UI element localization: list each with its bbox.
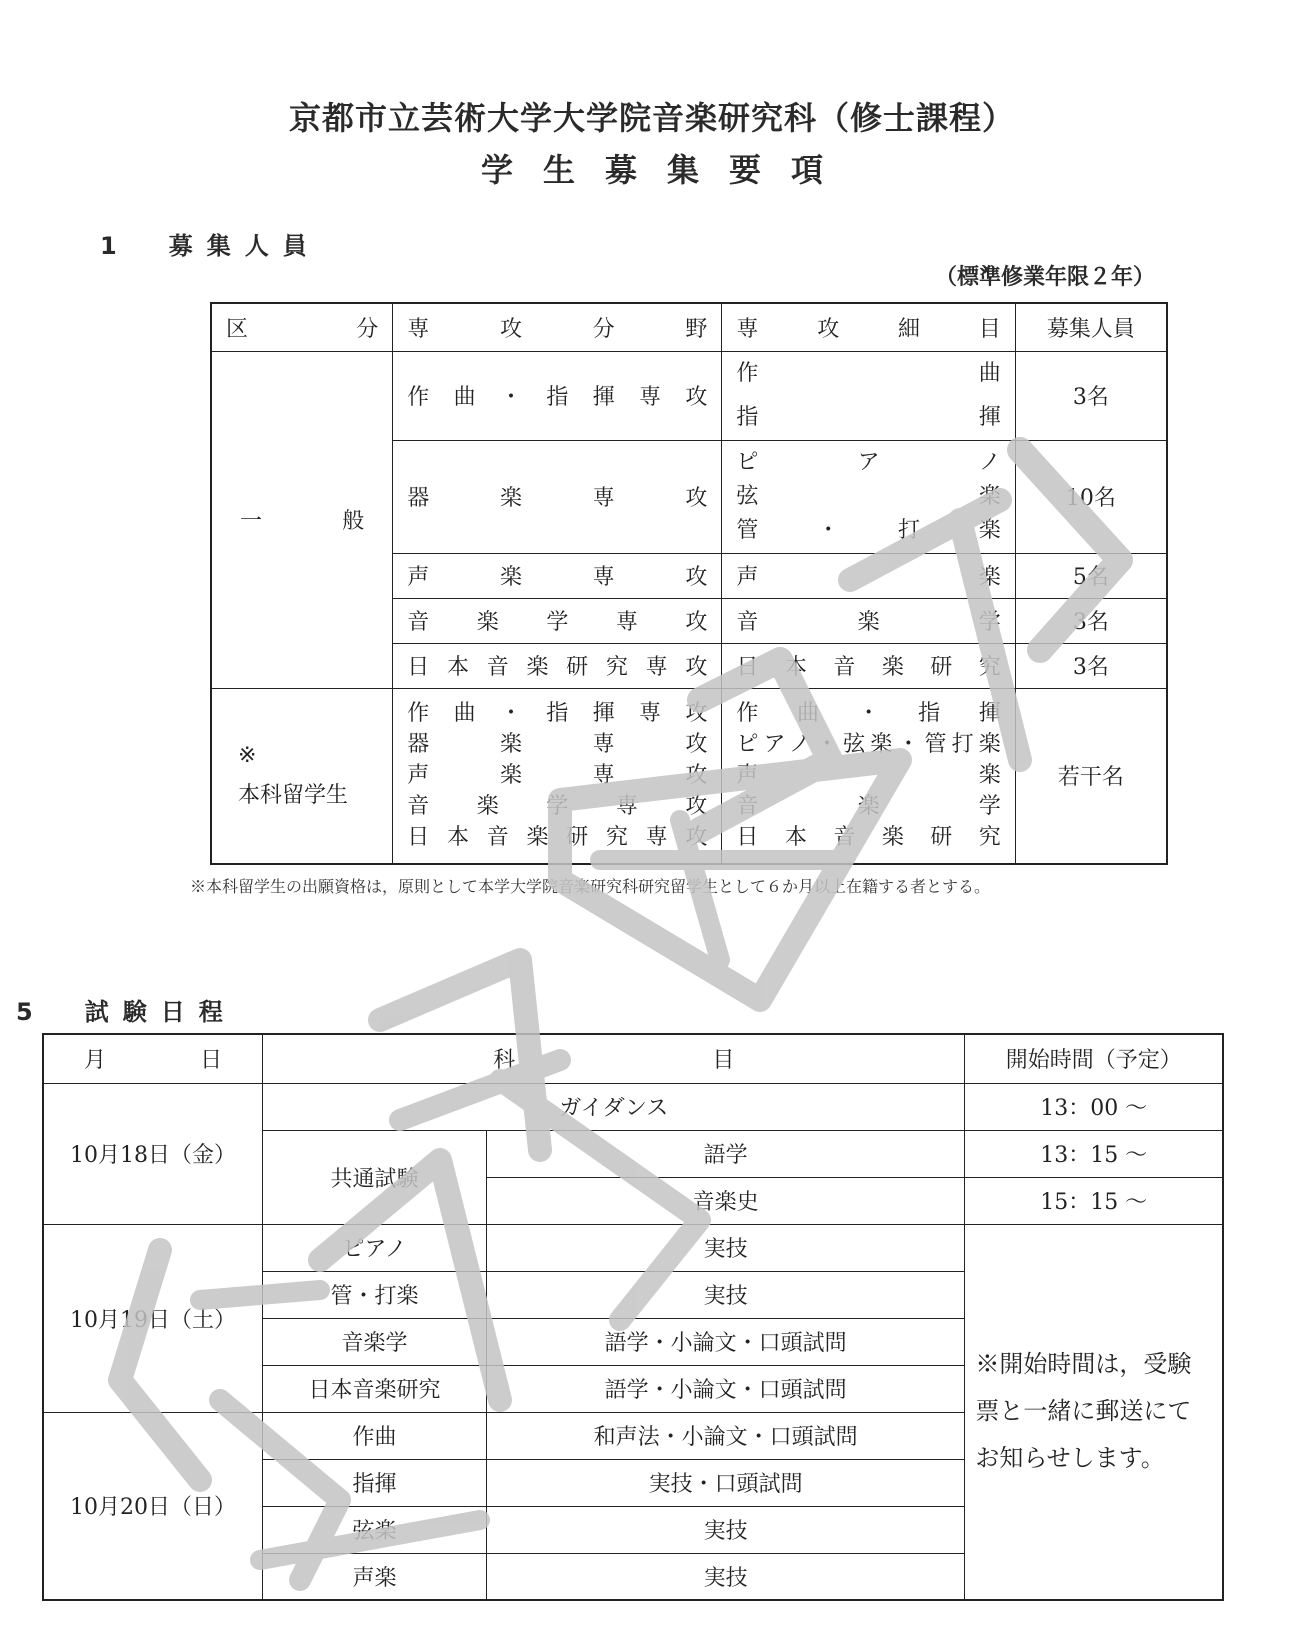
exam-schedule-table — [42, 1033, 1224, 1601]
page-subtitle: 学生募集要項 — [480, 151, 853, 189]
section-heading-schedule: 5 試験日程 — [16, 998, 237, 1026]
major-field: 日本音楽研究専攻 — [393, 643, 722, 688]
major-details: 作 曲 指 揮 — [722, 351, 1015, 440]
column-header: 月 日 — [43, 1034, 263, 1083]
standard-duration: （標準修業年限２年） — [935, 265, 1156, 290]
column-header: 専 攻 細 目 — [722, 303, 1015, 351]
start-time: 13：00 ～ — [965, 1083, 1223, 1130]
exam-subject: 語学・小論文・口頭試問 — [486, 1365, 964, 1412]
major-details: 音 楽 学 — [722, 598, 1015, 643]
exam-subject: ガイダンス — [263, 1083, 965, 1130]
column-header: 専 攻 分 野 — [393, 303, 722, 351]
major-field: 音楽学専攻 — [393, 598, 722, 643]
category-international — [211, 688, 393, 864]
intl-fields: 作曲・指揮専攻 器楽専攻 声楽専攻 音楽学専攻 日本音楽研究専攻 — [393, 688, 722, 864]
note-mark: ※ — [238, 742, 257, 768]
exam-category: 音楽学 — [263, 1318, 487, 1365]
section-heading-recruitment: 1 募集人員 — [100, 232, 321, 260]
exam-subject: 実技・口頭試問 — [486, 1459, 964, 1506]
exam-subject: 実技 — [486, 1506, 964, 1553]
category-general: 一 般 — [211, 351, 393, 688]
recruit-count: 3名 — [1015, 598, 1167, 643]
exam-subject: 実技 — [486, 1553, 964, 1600]
major-details: ピ ア ノ 弦 楽 管・打楽 — [722, 440, 1015, 553]
exam-category: 指揮 — [263, 1459, 487, 1506]
major-field: 作曲・指揮専攻 — [393, 351, 722, 440]
exam-subject: 語学 — [486, 1130, 964, 1177]
recruit-count: 若干名 — [1015, 688, 1167, 864]
start-time-note: ※開始時間は，受験票と一緒に郵送にてお知らせします。 — [965, 1224, 1223, 1600]
start-time: 15：15 ～ — [965, 1177, 1223, 1224]
major-field: 声 楽 専 攻 — [393, 553, 722, 598]
column-header: 開始時間（予定） — [965, 1034, 1223, 1083]
exam-category: 管・打楽 — [263, 1271, 487, 1318]
exam-date: 10月19日（土） — [43, 1224, 263, 1412]
exam-category: 作曲 — [263, 1412, 487, 1459]
column-header: 募集人員 — [1015, 303, 1167, 351]
exam-category: ピアノ — [263, 1224, 487, 1271]
recruit-count: 10名 — [1015, 440, 1167, 553]
exam-subject: 実技 — [486, 1224, 964, 1271]
exam-date: 10月20日（日） — [43, 1412, 263, 1600]
exam-category: 共通試験 — [263, 1130, 487, 1224]
column-header: 区 分 — [211, 303, 393, 351]
major-details: 日本音楽研究 — [722, 643, 1015, 688]
start-time: 13：15 ～ — [965, 1130, 1223, 1177]
column-header: 科 目 — [263, 1034, 965, 1083]
eligibility-note: ※本科留学生の出願資格は，原則として本学大学院音楽研究科研究留学生として６か月以上在籍する者とする。 — [190, 877, 991, 896]
recruitment-table — [210, 302, 1168, 865]
major-field: 器 楽 専 攻 — [393, 440, 722, 553]
major-details: 声 楽 — [722, 553, 1015, 598]
recruit-count: 3名 — [1015, 643, 1167, 688]
exam-category: 声楽 — [263, 1553, 487, 1600]
exam-subject: 語学・小論文・口頭試問 — [486, 1318, 964, 1365]
intl-details: 作曲・指揮 ピアノ・弦楽・管打楽 声 楽 音楽学 日本音楽研究 — [722, 688, 1015, 864]
exam-subject: 和声法・小論文・口頭試問 — [486, 1412, 964, 1459]
exam-subject: 音楽史 — [486, 1177, 964, 1224]
exam-subject: 実技 — [486, 1271, 964, 1318]
intl-label: 本科留学生 — [238, 782, 349, 808]
page-title: 京都市立芸術大学大学院音楽研究科（修士課程） — [288, 99, 1015, 137]
recruit-count: 3名 — [1015, 351, 1167, 440]
exam-category: 日本音楽研究 — [263, 1365, 487, 1412]
recruit-count: 5名 — [1015, 553, 1167, 598]
exam-date: 10月18日（金） — [43, 1083, 263, 1224]
exam-category: 弦楽 — [263, 1506, 487, 1553]
